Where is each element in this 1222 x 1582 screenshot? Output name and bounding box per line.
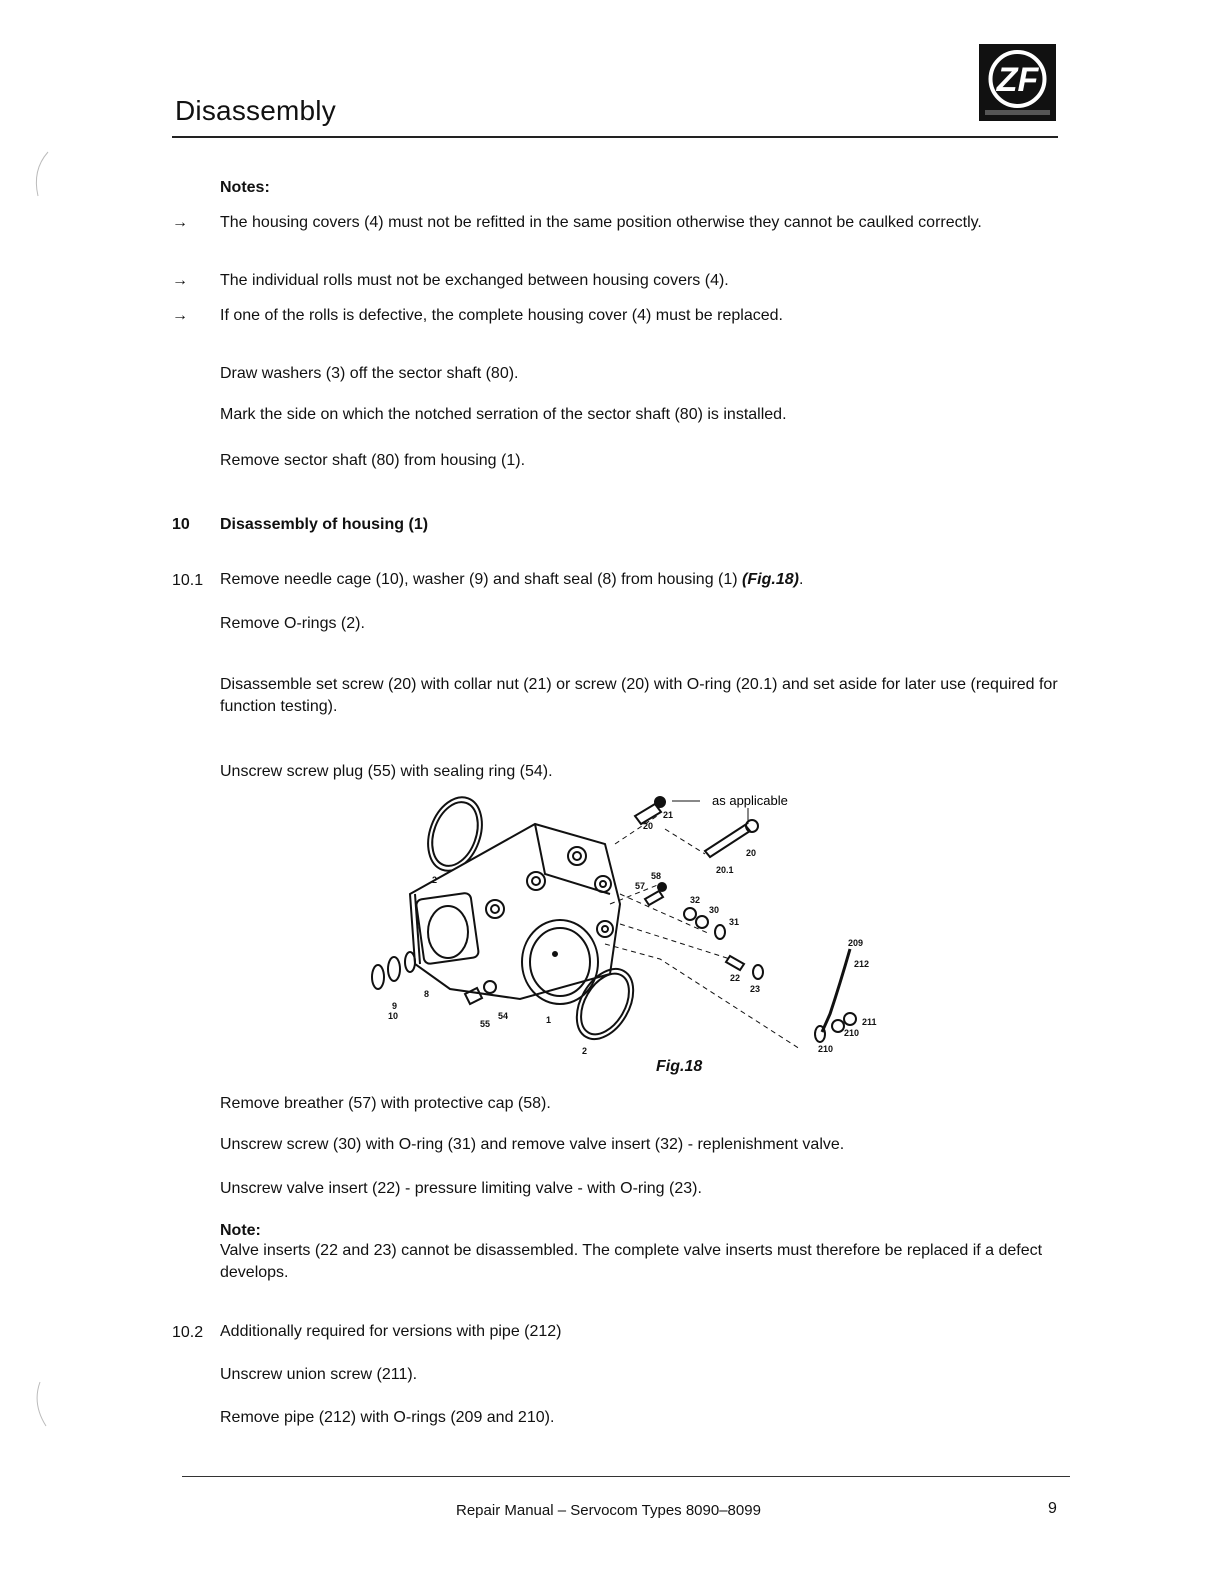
bullet-arrow: → (172, 307, 188, 324)
figure-label: 210 (818, 1044, 834, 1054)
zf-logo (979, 44, 1056, 121)
bullet-arrow: → (172, 214, 188, 231)
notes-heading: Notes: (220, 179, 270, 196)
scan-mark (30, 150, 50, 200)
step-text: Unscrew union screw (211). (220, 1366, 418, 1383)
figure-label: 20.1 (716, 865, 734, 875)
figure-label: 54 (498, 1011, 509, 1021)
figure-label: 20 (643, 821, 654, 831)
figure-label: 211 (862, 1017, 877, 1027)
subsection-text: Remove needle cage (10), washer (9) and shaft seal (8) from housing (1) (Fig.18). (220, 571, 804, 588)
footer-text: Repair Manual – Servocom Types 8090–8099 (456, 1502, 761, 1519)
subsection-number: 10.1 (172, 572, 204, 589)
figure-label: 9 (392, 1001, 398, 1011)
figure-label: 32 (690, 895, 701, 905)
step-text: Unscrew valve insert (22) - pressure limiting valve - with O-ring (23). (220, 1180, 702, 1197)
section-title: Disassembly of housing (1) (220, 516, 429, 533)
exploded-view-figure (360, 784, 880, 1084)
figure-label: 212 (854, 959, 870, 969)
step-text: Remove sector shaft (80) from housing (1). (220, 452, 526, 469)
figure-label: 31 (729, 917, 740, 927)
logo-text: ZF (996, 61, 1039, 99)
washer (388, 957, 400, 981)
section-number: 10 (172, 516, 190, 533)
subsection-text: Additionally required for versions with pipe (212) (220, 1323, 562, 1340)
note-heading: Note: (220, 1222, 261, 1239)
figure-label: 22 (730, 973, 741, 983)
figure-label: 210 (844, 1028, 860, 1038)
footer-divider (182, 1476, 1070, 1477)
note-text: Valve inserts (22 and 23) cannot be disassembled. The complete valve inserts must therefore be replaced if a defect develops. (220, 1242, 1043, 1281)
figure-label: 1 (546, 1015, 552, 1025)
figure-label: 55 (480, 1019, 491, 1029)
shaft-seal (372, 965, 384, 989)
step-text: Remove breather (57) with protective cap (58). (220, 1095, 551, 1112)
figure-label: 209 (848, 938, 864, 948)
figure-reference: (Fig.18) (742, 571, 799, 588)
figure-label: 20 (746, 848, 757, 858)
note-item: If one of the rolls is defective, the complete housing cover (4) must be replaced. (220, 307, 783, 324)
step-text: Remove O-rings (2). (220, 615, 365, 632)
note-item: The housing covers (4) must not be refitted in the same position otherwise they cannot be caulked correctly. (220, 214, 982, 231)
page-number: 9 (1048, 1500, 1057, 1517)
bullet-arrow: → (172, 272, 188, 289)
figure-label: 2 (432, 875, 438, 885)
figure-label: 58 (651, 871, 662, 881)
figure-caption: Fig.18 (656, 1058, 703, 1075)
figure-label: 23 (750, 984, 761, 994)
step-text: Mark the side on which the notched serration of the sector shaft (80) is installed. (220, 406, 787, 423)
page-title: Disassembly (175, 95, 336, 126)
scan-mark (30, 1380, 50, 1430)
subsection-number: 10.2 (172, 1324, 204, 1341)
note-item: The individual rolls must not be exchanged between housing covers (4). (220, 272, 729, 289)
figure-label: 10 (388, 1011, 399, 1021)
step-text: Remove pipe (212) with O-rings (209 and 210). (220, 1409, 555, 1426)
step-text: Draw washers (3) off the sector shaft (80). (220, 365, 519, 382)
figure-label: 21 (663, 810, 674, 820)
header-divider (172, 136, 1058, 138)
as-applicable-label: as applicable (712, 793, 788, 808)
figure-label: 30 (709, 905, 720, 915)
figure-label: 2 (582, 1046, 588, 1056)
step-text: Unscrew screw plug (55) with sealing ring (54). (220, 763, 553, 780)
step-text: Unscrew screw (30) with O-ring (31) and remove valve insert (32) - replenishment valve. (220, 1136, 845, 1153)
step-text: Disassemble set screw (20) with collar nut (21) or screw (20) with O-ring (20.1) and set aside for later use (required for function testing). (220, 676, 1058, 715)
figure-label: 8 (424, 989, 430, 999)
needle-cage (405, 952, 415, 972)
figure-label: 57 (635, 881, 646, 891)
